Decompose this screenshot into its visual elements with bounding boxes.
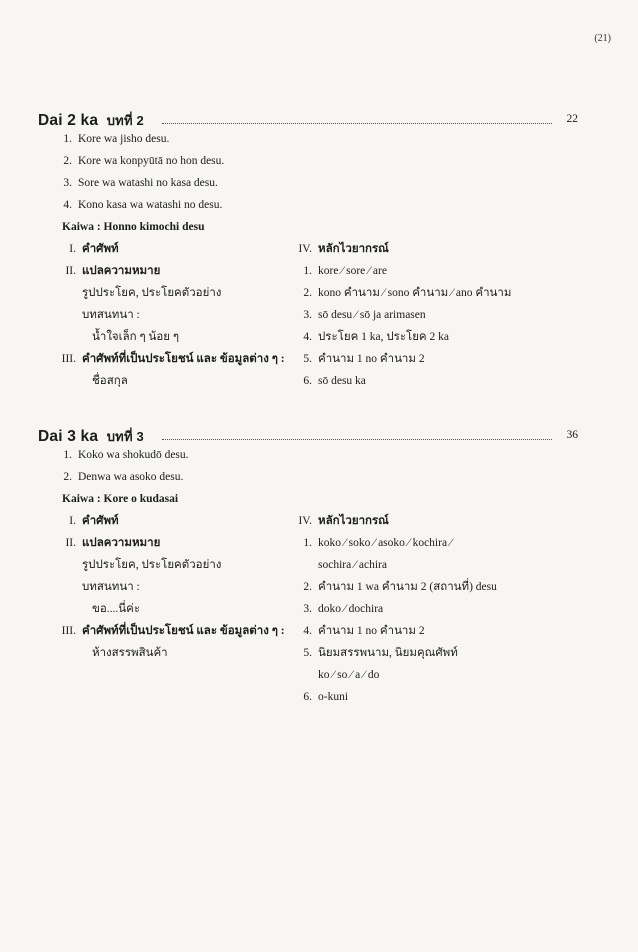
list-item: III. คำศัพท์ที่เป็นประโยชน์ และ ข้อมูลต่าง ๆ : — [61, 353, 285, 365]
section-2-right-column — [288, 238, 608, 392]
list-item: ko ⁄ so ⁄ a ⁄ do — [318, 669, 380, 681]
section-3-sentences — [56, 444, 316, 488]
list-item: ขอ....นี่ค่ะ — [92, 603, 140, 615]
list-item: 3. doko ⁄ dochira — [303, 603, 384, 615]
list-item: II. แปลความหมาย — [65, 537, 161, 549]
kaiwa-title: Kaiwa : Kore o kudasai — [62, 493, 179, 505]
section-3-left-column — [52, 510, 312, 664]
list-item: ห้างสรรพสินค้า — [92, 647, 168, 659]
section-title-roman: Dai 3 ka — [38, 428, 99, 445]
section-heading-dai-3 — [38, 426, 578, 446]
list-item: 3. sō desu ⁄ sō ja arimasen — [303, 309, 426, 321]
section-page-number: 36 — [566, 429, 578, 441]
list-item: 1. Kore wa jisho desu. — [63, 133, 170, 145]
dot-leader — [162, 123, 552, 124]
section-title-roman: Dai 2 ka — [38, 112, 99, 129]
list-item: 1. Koko wa shokudō desu. — [63, 449, 189, 461]
list-item: 4. Kono kasa wa watashi no desu. — [63, 199, 223, 211]
list-item: sochira ⁄ achira — [318, 559, 387, 571]
list-item: III. คำศัพท์ที่เป็นประโยชน์ และ ข้อมูลต่าง ๆ : — [61, 625, 285, 637]
section-page-number: 22 — [566, 113, 578, 125]
list-item: 2. Kore wa konpyūtā no hon desu. — [63, 155, 225, 167]
list-item: บทสนทนา : — [82, 581, 140, 593]
list-item: 1. kore ⁄ sore ⁄ are — [303, 265, 387, 277]
section-2-sentences — [56, 128, 316, 216]
list-item: 1. koko ⁄ soko ⁄ asoko ⁄ kochira ⁄ — [303, 537, 452, 549]
list-item: 4. ประโยค 1 ka, ประโยค 2 ka — [303, 331, 449, 343]
list-item: รูปประโยค, ประโยคตัวอย่าง — [82, 287, 222, 299]
list-item: 6. o-kuni — [303, 691, 349, 703]
list-item: 5. คำนาม 1 no คำนาม 2 — [303, 353, 425, 365]
list-item: 4. คำนาม 1 no คำนาม 2 — [303, 625, 425, 637]
list-item: I. คำศัพท์ — [69, 243, 119, 255]
list-item: 2. Denwa wa asoko desu. — [63, 471, 184, 483]
section-title-thai: บทที่ 2 — [106, 113, 144, 128]
list-item: IV. หลักไวยากรณ์ — [298, 243, 389, 255]
list-item: I. คำศัพท์ — [69, 515, 119, 527]
section-title-thai: บทที่ 3 — [106, 429, 144, 444]
dot-leader — [162, 439, 552, 440]
list-item: ชื่อสกุล — [92, 375, 128, 387]
list-item: 2. คำนาม 1 wa คำนาม 2 (สถานที่) desu — [303, 581, 497, 593]
list-item: 2. kono คำนาม ⁄ sono คำนาม ⁄ ano คำนาม — [303, 287, 512, 299]
list-item: รูปประโยค, ประโยคตัวอย่าง — [82, 559, 222, 571]
list-item: น้ำใจเล็ก ๆ น้อย ๆ — [92, 331, 180, 343]
list-item: 3. Sore wa watashi no kasa desu. — [63, 177, 218, 189]
list-item: IV. หลักไวยากรณ์ — [298, 515, 389, 527]
list-item: 6. sō desu ka — [303, 375, 366, 387]
list-item: 5. นิยมสรรพนาม, นิยมคุณศัพท์ — [303, 647, 458, 659]
section-2-left-column — [52, 238, 312, 392]
kaiwa-title: Kaiwa : Honno kimochi desu — [62, 221, 205, 233]
page-number: (21) — [594, 33, 611, 44]
list-item: II. แปลความหมาย — [65, 265, 161, 277]
list-item: บทสนทนา : — [82, 309, 140, 321]
section-3-right-column — [288, 510, 608, 708]
section-heading-dai-2 — [38, 110, 578, 130]
